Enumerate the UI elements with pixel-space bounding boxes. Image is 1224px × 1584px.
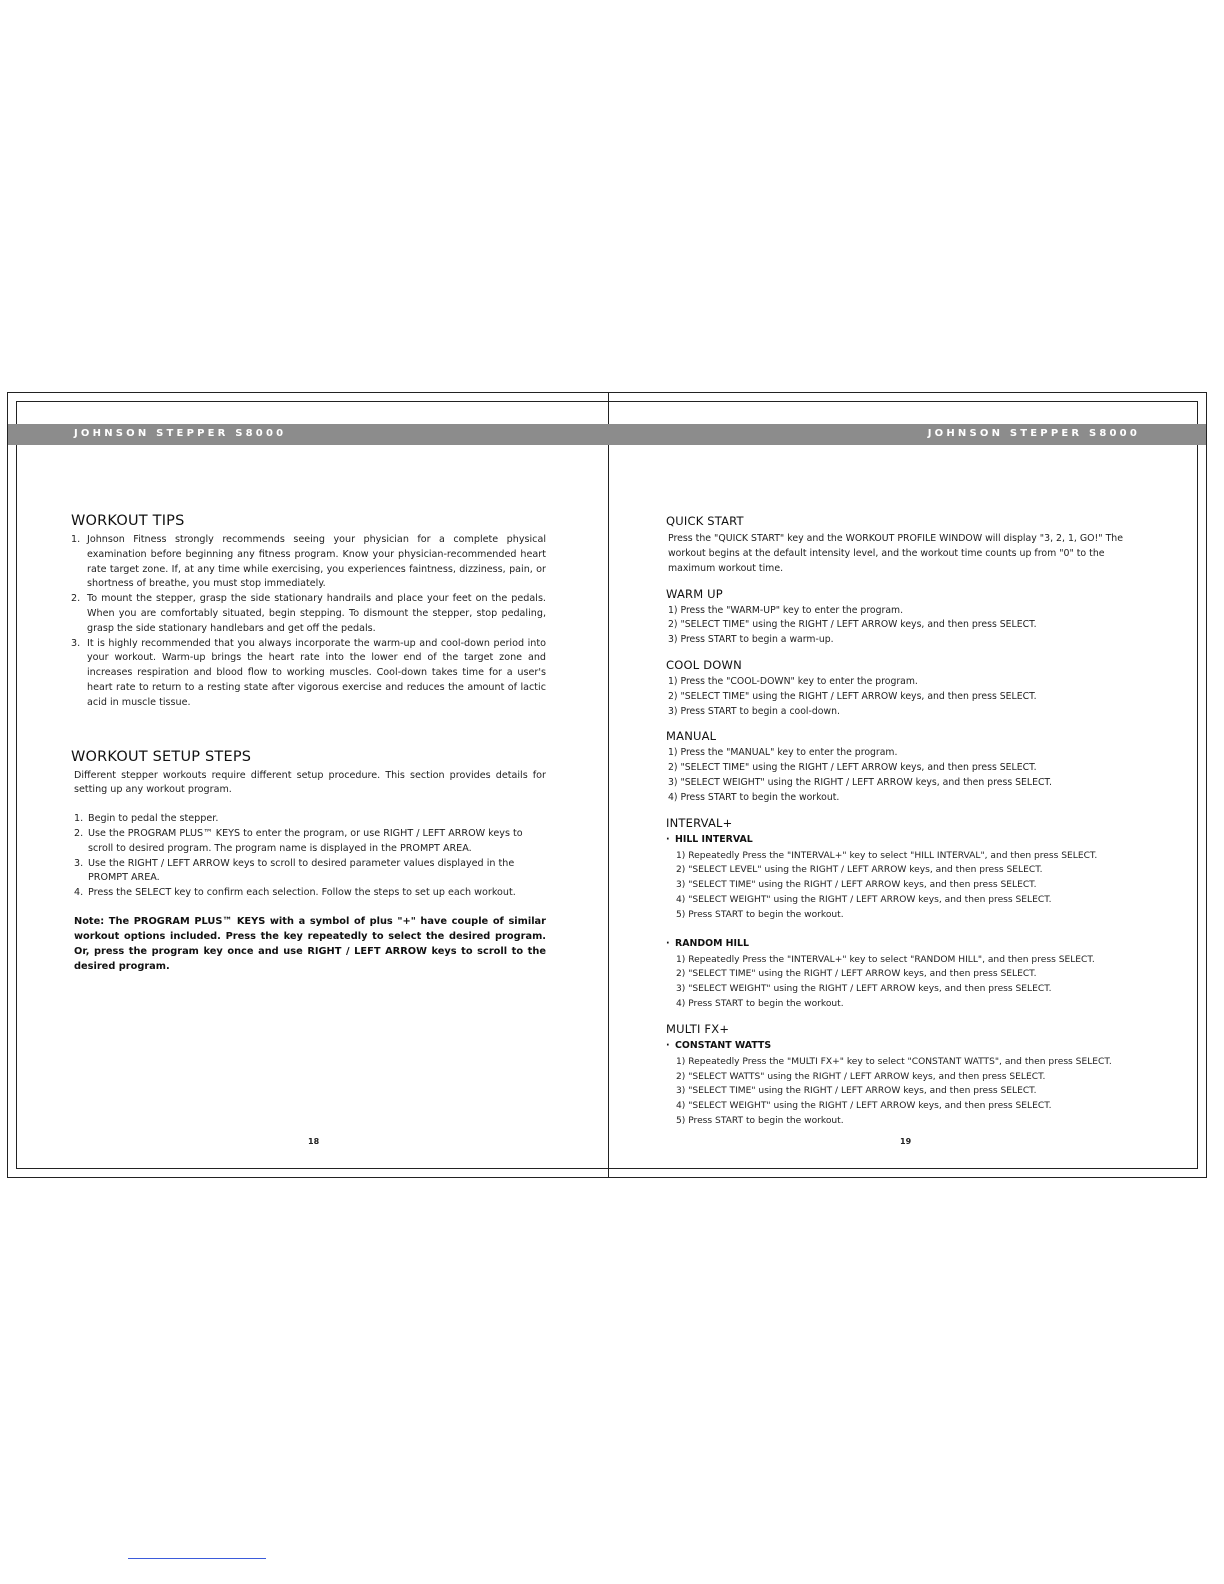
setup-note: Note: The PROGRAM PLUS™ KEYS with a symbol of plus "+" have couple of similar workout options included. Press the key repeatedly to select the desired program. Or, press the program key once and use RIGHT / LEFT ARROW keys to scroll to the desired program. [74, 915, 546, 972]
list-item: 3) "SELECT TIME" using the RIGHT / LEFT ARROW keys, and then press SELECT. [676, 880, 1037, 891]
list-item: 2. Use the PROGRAM PLUS™ KEYS to enter the program, or use RIGHT / LEFT ARROW keys to scroll to desired program. The program name is displayed in the PROMPT AREA. [74, 827, 523, 854]
bullet-icon: · [666, 937, 670, 949]
list-item: 3. Use the RIGHT / LEFT ARROW keys to scroll to desired parameter values displayed in the PROMPT AREA. [74, 857, 515, 884]
list-item: 1) Repeatedly Press the "INTERVAL+" key to select "HILL INTERVAL", and then press SELECT. [676, 850, 1098, 861]
interval-section [666, 816, 1136, 1012]
quick-start-section [666, 514, 1136, 577]
quick-start-text: Press the "QUICK START" key and the WORKOUT PROFILE WINDOW will display "3, 2, 1, GO!" The workout begins at the default intensity level, and the workout time counts up from "0" to the maximum workout time. [668, 533, 1124, 575]
list-item: 2) "SELECT LEVEL" using the RIGHT / LEFT ARROW keys, and then press SELECT. [676, 865, 1043, 876]
page-gutter-divider [608, 393, 609, 1177]
random-hill-subheading: · RANDOM HILL [666, 937, 749, 949]
list-item: 4) Press START to begin the workout. [676, 998, 844, 1009]
multi-fx-section [666, 1022, 1136, 1129]
warm-up-steps [668, 604, 1136, 648]
list-item: 1) Press the "MANUAL" key to enter the program. [668, 747, 898, 759]
list-item: 2) "SELECT TIME" using the RIGHT / LEFT ARROW keys, and then press SELECT. [668, 619, 1037, 631]
warm-up-heading: WARM UP [666, 586, 723, 601]
random-hill-steps [668, 953, 1136, 1012]
list-item: 3. It is highly recommended that you always incorporate the warm-up and cool-down period into your workout. Warm-up brings the heart rate into the lower end of the target zone and increases respiration and blood flow to working muscles. Cool-down takes time for a user's heart rate to return to a resting state after vigorous exercise and reduces the amount of lactic acid in muscle tissue. [71, 637, 546, 708]
page-number-right: 19 [900, 1137, 912, 1146]
page-number-left: 18 [308, 1137, 320, 1146]
hill-interval-subheading: · HILL INTERVAL [666, 833, 753, 845]
manual-spread [7, 392, 1207, 1178]
cool-down-steps [668, 675, 1136, 719]
list-item: 2) "SELECT TIME" using the RIGHT / LEFT ARROW keys, and then press SELECT. [668, 762, 1037, 774]
list-item: 4) Press START to begin the workout. [668, 791, 840, 803]
setup-intro: Different stepper workouts require different setup procedure. This section provides details for setting up any workout program. [74, 769, 546, 796]
list-item: 1. Begin to pedal the stepper. [74, 813, 219, 825]
list-item: 2) "SELECT WATTS" using the RIGHT / LEFT ARROW keys, and then press SELECT. [676, 1071, 1046, 1082]
bullet-icon: · [666, 1039, 670, 1051]
list-item: 4. Press the SELECT key to confirm each selection. Follow the steps to set up each workout. [74, 887, 516, 899]
constant-watts-subheading: · CONSTANT WATTS [666, 1039, 772, 1051]
workout-setup-heading: WORKOUT SETUP STEPS [71, 748, 252, 765]
cool-down-heading: COOL DOWN [666, 658, 742, 672]
list-item: 2. To mount the stepper, grasp the side stationary handrails and place your feet on the pedals. When you are comfortably situated, begin stepping. To dismount the stepper, stop pedaling, grasp the side stationary handlebars and get off the pedals. [71, 593, 546, 634]
list-item: 4) "SELECT WEIGHT" using the RIGHT / LEFT ARROW keys, and then press SELECT. [676, 894, 1052, 905]
left-page [71, 513, 546, 974]
list-item: 5) Press START to begin the workout. [676, 909, 844, 920]
cool-down-section [666, 658, 1136, 719]
list-item: 5) Press START to begin the workout. [676, 1115, 844, 1126]
right-page [666, 514, 1136, 1139]
warm-up-section [666, 587, 1136, 648]
list-item: 1. Johnson Fitness strongly recommends seeing your physician for a complete physical examination before beginning any fitness program. Know your physician-recommended heart rate target zone. If, at any time while exercising, you experiences faintness, dizziness, pain, or shortness of breathe, you must stop immediately. [71, 534, 546, 590]
setup-steps-list [74, 812, 546, 901]
manual-steps [668, 746, 1136, 805]
multi-fx-heading: MULTI FX+ [666, 1021, 730, 1036]
workout-tips-list [71, 533, 546, 711]
list-item: 3) Press START to begin a cool-down. [668, 705, 840, 717]
manual-heading: MANUAL [666, 729, 717, 744]
header-title-right: JOHNSON STEPPER S8000 [927, 428, 1140, 439]
list-item: 2) "SELECT TIME" using the RIGHT / LEFT ARROW keys, and then press SELECT. [668, 690, 1037, 702]
header-title-left: JOHNSON STEPPER S8000 [74, 428, 287, 439]
list-item: 3) Press START to begin a warm-up. [668, 634, 834, 646]
list-item: 3) "SELECT WEIGHT" using the RIGHT / LEFT ARROW keys, and then press SELECT. [668, 776, 1052, 788]
hill-interval-steps [668, 849, 1136, 923]
list-item: 2) "SELECT TIME" using the RIGHT / LEFT ARROW keys, and then press SELECT. [676, 969, 1037, 980]
list-item: 1) Press the "WARM-UP" key to enter the program. [668, 604, 904, 616]
interval-heading: INTERVAL+ [666, 815, 733, 830]
list-item: 3) "SELECT TIME" using the RIGHT / LEFT ARROW keys, and then press SELECT. [676, 1086, 1037, 1097]
workout-tips-heading: WORKOUT TIPS [71, 513, 185, 529]
list-item: 1) Press the "COOL-DOWN" key to enter the program. [668, 676, 918, 687]
manual-section [666, 729, 1136, 805]
stray-underline [128, 1558, 266, 1559]
list-item: 3) "SELECT WEIGHT" using the RIGHT / LEFT ARROW keys, and then press SELECT. [676, 984, 1052, 995]
list-item: 4) "SELECT WEIGHT" using the RIGHT / LEFT ARROW keys, and then press SELECT. [676, 1101, 1052, 1112]
bullet-icon: · [666, 833, 670, 845]
quick-start-heading: QUICK START [666, 514, 744, 528]
constant-watts-steps [668, 1055, 1136, 1129]
list-item: 1) Repeatedly Press the "MULTI FX+" key to select "CONSTANT WATTS", and then press SELECT. [676, 1056, 1112, 1067]
list-item: 1) Repeatedly Press the "INTERVAL+" key to select "RANDOM HILL", and then press SELECT. [676, 954, 1095, 965]
